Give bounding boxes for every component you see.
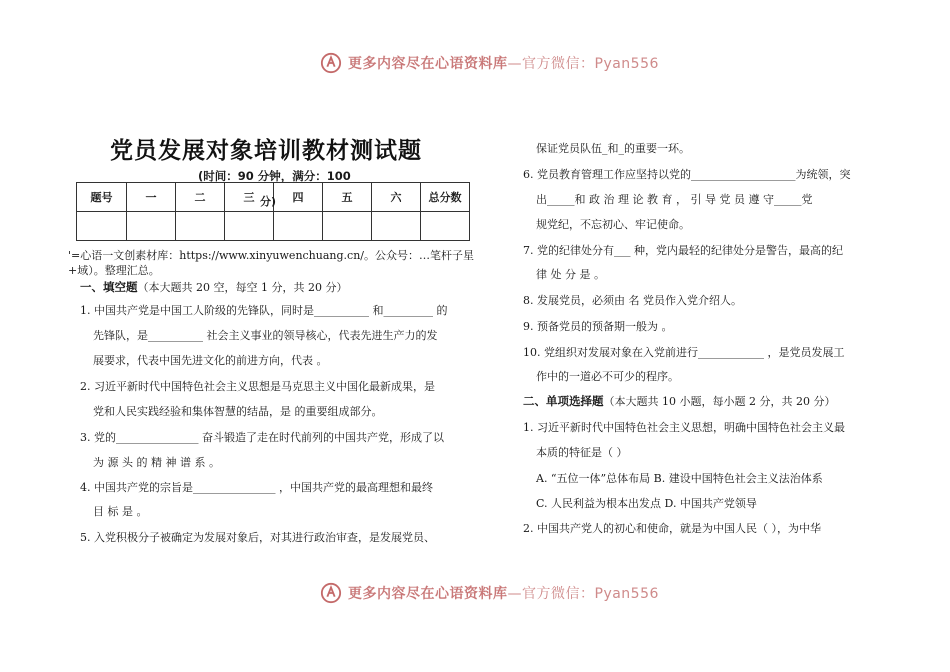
page-title: 党员发展对象培训教材测试题 [110, 138, 422, 164]
question-line: 1. 中国共产党是中国工人阶级的先锋队，同时是__________ 和_________ 的 [80, 304, 448, 317]
score-entry-cell[interactable] [225, 212, 274, 241]
question-line: 10. 党组织对发展对象在入党前进行____________ ，是党员发展工 [523, 346, 845, 359]
score-entry-cell[interactable] [274, 212, 323, 241]
watermark-top [320, 52, 659, 74]
choice-line: C. 人民利益为根本出发点 D. 中国共产党领导 [536, 497, 757, 510]
exam-time-line: (时间：90 分钟，满分：100 [198, 169, 351, 183]
question-line: 4. 中国共产党的宗旨是_______________ ，中国共产党的最高理想和最终 [80, 481, 433, 494]
brand-logo-icon [320, 52, 342, 74]
score-header-cell: 总分数 [421, 183, 470, 212]
watermark-text: 更多内容尽在心语资料库—官方微信：Pyan556 [348, 56, 659, 72]
score-entry-cell[interactable] [372, 212, 421, 241]
score-header-cell: 四 [274, 183, 323, 212]
question-line: 保证党员队伍_和_的重要一环。 [536, 142, 690, 155]
exam-score-unit: 分) [260, 195, 277, 208]
score-header-cell: 二 [176, 183, 225, 212]
score-entry-cell[interactable] [323, 212, 372, 241]
question-line: 展要求，代表中国先进文化的前进方向，代表 。 [93, 354, 328, 367]
question-line: 5. 入党积极分子被确定为发展对象后，对其进行政治审查，是发展党员、 [80, 531, 435, 544]
question-line: 7. 党的纪律处分有___ 种，党内最轻的纪律处分是警告，最高的纪 [523, 244, 843, 257]
question-line: 本质的特征是（ ） [536, 446, 628, 459]
question-line: 出_____和 政 治 理 论 教 育 ， 引 导 党 员 遵 守_____党 [536, 193, 813, 206]
question-line: 1. 习近平新时代中国特色社会主义思想，明确中国特色社会主义最 [523, 421, 845, 434]
watermark-text: 更多内容尽在心语资料库—官方微信：Pyan556 [348, 586, 659, 602]
question-line: 8. 发展党员，必须由 名 党员作入党介绍人。 [523, 294, 742, 307]
question-line: 9. 预备党员的预备期一般为 。 [523, 320, 673, 333]
question-line: 作中的一道必不可少的程序。 [536, 370, 679, 383]
question-line: 3. 党的_______________ 奋斗锻造了走在时代前列的中国共产党，形成了以 [80, 431, 444, 444]
choice-line: A. “五位一体”总体布局 B. 建设中国特色社会主义法治体系 [536, 472, 823, 485]
question-line: 规党纪，不忘初心、牢记使命。 [536, 218, 690, 231]
question-line: 为 源 头 的 精 神 谱 系 。 [93, 456, 220, 469]
question-line: 6. 党员教育管理工作应坚持以党的___________________为统领，突 [523, 168, 851, 181]
score-header-cell: 三 [225, 183, 274, 212]
score-entry-cell[interactable] [421, 212, 470, 241]
score-table [76, 182, 470, 241]
score-header-cell: 一 [127, 183, 176, 212]
brand-logo-icon [320, 582, 342, 604]
score-entry-cell[interactable] [176, 212, 225, 241]
score-header-cell: 六 [372, 183, 421, 212]
question-line: 目 标 是 。 [93, 505, 148, 518]
score-header-cell: 五 [323, 183, 372, 212]
source-note: '=心语一文创素材库：https://www.xinyuwenchuang.cn/。公众号：…笔杆子星+域）。整理汇总。 [68, 249, 474, 277]
question-line: 2. 习近平新时代中国特色社会主义思想是马克思主义中国化最新成果，是 [80, 380, 435, 393]
score-entry-cell[interactable] [127, 212, 176, 241]
score-header-cell: 题号 [77, 183, 127, 212]
question-line: 律 处 分 是 。 [536, 268, 605, 281]
score-table-entry-row [77, 212, 470, 241]
watermark-bottom [320, 582, 659, 604]
score-entry-cell[interactable] [77, 212, 127, 241]
section1-heading: 一、填空题（本大题共 20 空，每空 1 分，共 20 分） [80, 280, 348, 294]
question-line: 2. 中国共产党人的初心和使命，就是为中国人民（ ），为中华 [523, 522, 821, 535]
question-line: 党和人民实践经验和集体智慧的结晶，是 的重要组成部分。 [93, 405, 383, 418]
section2-heading: 二、单项选择题（本大题共 10 小题，每小题 2 分，共 20 分） [523, 394, 836, 408]
question-line: 先锋队，是__________ 社会主义事业的领导核心，代表先进生产力的发 [93, 329, 438, 342]
